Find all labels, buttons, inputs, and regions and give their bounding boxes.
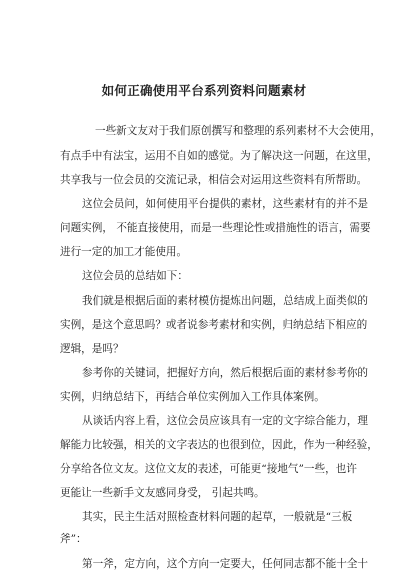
paragraph-line: 我们就是根据后面的素材模仿提炼出问题，总结成上面类似的 (82, 295, 369, 307)
paragraph-line: 参考你的关键词，把握好方向，然后根据后面的素材参考你的 (82, 367, 369, 379)
paragraph-line: 从谈话内容上看，这位会员应该具有一定的文字综合能力，理 (82, 415, 369, 427)
paragraph-line: 有点手中有法宝，运用不自如的感觉。为了解决这一问题，在这里， (60, 150, 378, 162)
paragraph-line: 问题实例， 不能直接使用，而是一些理论性或措施性的语言，需要 (60, 222, 371, 234)
paragraph-line: 分享给各位文友。这位文友的表述，可能更“接地气”一些，也许 (60, 463, 357, 475)
paragraph-line: 这位会员的总结如下： (82, 270, 188, 282)
paragraph-line: 其实，民主生活对照检查材料问题的起草，一般就是“三板 (82, 511, 353, 523)
paragraph-line: 第一斧，定方向，这个方向一定要大，任何同志都不能十全十 (82, 558, 369, 570)
paragraph-line: 共享我与一位会员的交流记录，相信会对运用这些资料有所帮助。 (60, 174, 368, 186)
paragraph-line: 逻辑，是吗？ (60, 343, 124, 355)
paragraph-line: 实例，归纳总结下，再结合单位实例加入工作具体案例。 (60, 391, 325, 403)
paragraph-line: 一些新文友对于我们原创撰写和整理的系列素材不大会使用， (95, 125, 382, 137)
paragraph-line: 斧”： (60, 533, 87, 545)
paragraph-line: 进行一定的加工才能使用。 (60, 246, 188, 258)
paragraph-line: 这位会员问，如何使用平台提供的素材，这些素材有的并不是 (82, 198, 369, 210)
paragraph-line: 更能让一些新手文友感同身受， 引起共鸣。 (60, 487, 265, 499)
paragraph-line: 实例，是这个意思吗？或者说参考素材和实例，归纳总结下相应的 (60, 319, 368, 331)
paragraph-line: 解能力比较强，相关的文字表达的也很到位，因此，作为一种经验， (60, 439, 378, 451)
document-title: 如何正确使用平台系列资料问题素材 (101, 83, 307, 98)
